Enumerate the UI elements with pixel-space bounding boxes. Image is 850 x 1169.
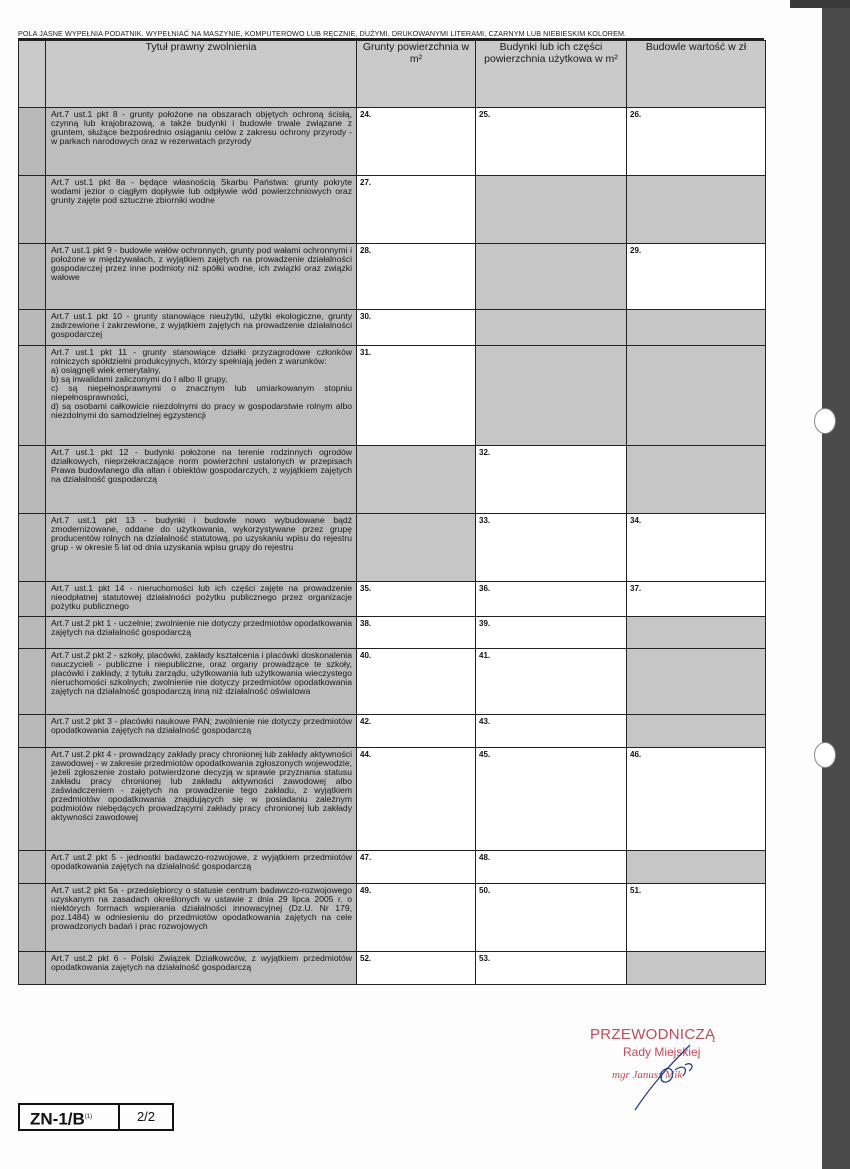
exemption-title: Art.7 ust.2 pkt 2 - szkoły, placówki, zakłady kształcenia i placówki doskonalenia nauczycieli - publiczne i niepubliczne, oraz organy prowadzące te szkoły, placówki i zakłady, z tytułu zarządu, użytkowania lub użytkowania wieczystego nieruchomości szkolnych; zwolnienie nie dotyczy przedmiotów opodatkowania zajętych na działalność gospodarczą inną niż działalność oświatowa (46, 649, 357, 715)
row-stripe (19, 446, 46, 514)
field-grunty[interactable] (357, 582, 476, 617)
field-grunty[interactable] (357, 346, 476, 446)
field-budowle[interactable] (627, 514, 766, 582)
field-grunty[interactable] (357, 310, 476, 346)
field-budynki (476, 244, 627, 310)
field-grunty[interactable] (357, 244, 476, 310)
field-number: 39. (479, 619, 491, 628)
field-budowle (627, 617, 766, 649)
field-number: 45. (479, 750, 491, 759)
field-number: 51. (630, 886, 642, 895)
field-budowle (627, 346, 766, 446)
exemption-title: Art.7 ust.1 pkt 14 - nieruchomości lub ich części zajęte na prowadzenie nieodpłatnej statutowej działalności pożytku publicznego przez organizacje pożytku publicznego (46, 582, 357, 617)
field-grunty (357, 514, 476, 582)
field-grunty[interactable] (357, 851, 476, 884)
header-budowle: Budowle wartość w zł (627, 41, 766, 108)
row-stripe (19, 617, 46, 649)
field-budynki (476, 310, 627, 346)
exemption-title: Art.7 ust.2 pkt 1 - uczelnie; zwolnienie nie dotyczy przedmiotów opodatkowania zajętych na działalność gospodarczą (46, 617, 357, 649)
exemption-title: Art.7 ust.1 pkt 8 - grunty położone na obszarach objętych ochroną ścisłą, czynną lub krajobrazową, a także budynki i budowle trwale związane z gruntem, służące bezpośrednio osiąganiu celów z zakresu ochrony przyrody - w parkach narodowych oraz w rezerwatach przyrody (46, 108, 357, 176)
row-stripe (19, 851, 46, 884)
field-number: 40. (360, 651, 372, 660)
field-number: 37. (630, 584, 642, 593)
stamp-name: mgr Janusz Mik (612, 1069, 683, 1081)
form-code-text: ZN-1/B (30, 1109, 85, 1129)
field-budynki[interactable] (476, 715, 627, 748)
field-budynki[interactable] (476, 617, 627, 649)
field-number: 49. (360, 886, 372, 895)
field-grunty[interactable] (357, 176, 476, 244)
table-row (19, 748, 766, 851)
table-header-row (19, 41, 766, 108)
table-row (19, 346, 766, 446)
field-budowle[interactable] (627, 582, 766, 617)
page-number: 2/2 (136, 1109, 156, 1124)
header-budynki: Budynki lub ich części powierzchnia użytkowa w m² (476, 41, 627, 108)
exemption-title: Art.7 ust.2 pkt 6 - Polski Związek Działkowców, z wyjątkiem przedmiotów opodatkowania zajętych na działalność gospodarczą (46, 952, 357, 985)
row-stripe (19, 108, 46, 176)
row-stripe (19, 952, 46, 985)
exemption-title: Art.7 ust.1 pkt 12 - budynki położone na terenie rodzinnych ogrodów działkowych, nieprzekraczające norm powierzchni ustalonych w przepisach Prawa budowlanego dla altan i obiektów gospodarczych, z wyjątkiem zajętych na działalność gospodarczą (46, 446, 357, 514)
field-budynki (476, 176, 627, 244)
exemption-title: Art.7 ust.2 pkt 5 - jednostki badawczo-rozwojowe, z wyjątkiem przedmiotów opodatkowania zajętych na działalność gospodarczą (46, 851, 357, 884)
row-stripe (19, 582, 46, 617)
field-number: 27. (360, 178, 372, 187)
field-grunty[interactable] (357, 748, 476, 851)
field-budynki[interactable] (476, 952, 627, 985)
field-grunty[interactable] (357, 715, 476, 748)
exemption-title: Art.7 ust.1 pkt 9 - budowle wałów ochronnych, grunty pod wałami ochronnymi i położone w międzywałach, z wyjątkiem zajętych na prowadzenie działalności gospodarczej przez inne podmioty niż spółki wodne, ich związki oraz związki wałowe (46, 244, 357, 310)
field-number: 24. (360, 110, 372, 119)
exemption-title: Art.7 ust.1 pkt 8a - będące własnością Skarbu Państwa: grunty pokryte wodami jezior o ciągłym dopływie lub odpływie wód powierzchniowych oraz grunty zajęte pod sztuczne zbiorniki wodne (46, 176, 357, 244)
field-number: 47. (360, 853, 372, 862)
row-stripe (19, 310, 46, 346)
field-budynki[interactable] (476, 108, 627, 176)
field-number: 50. (479, 886, 491, 895)
table-row (19, 582, 766, 617)
exemption-title: Art.7 ust.2 pkt 3 - placówki naukowe PAN; zwolnienie nie dotyczy przedmiotów opodatkowania zajętych na działalność gospodarczą (46, 715, 357, 748)
field-number: 35. (360, 584, 372, 593)
row-stripe (19, 176, 46, 244)
table-row (19, 617, 766, 649)
field-budynki[interactable] (476, 514, 627, 582)
field-budowle (627, 446, 766, 514)
field-budowle (627, 715, 766, 748)
table-row (19, 715, 766, 748)
field-number: 44. (360, 750, 372, 759)
exemption-table (18, 40, 766, 985)
table-row (19, 176, 766, 244)
exemption-title: Art.7 ust.1 pkt 11 - grunty stanowiące działki przyzagrodowe członków rolniczych spółdzielni produkcyjnych, którzy spełniają jeden z warunków: a) osiągnęli wiek emerytalny, b) są inwalidami zaliczonymi do I albo II grupy, c) są niepełnosprawnymi o znacznym lub umiarkowanym stopniu niepełnosprawności, d) są osobami całkowicie niezdolnymi do pracy w gospodarstwie rolnym albo niezdolnymi do samodzielnej egzystencji (46, 346, 357, 446)
field-number: 42. (360, 717, 372, 726)
field-number: 33. (479, 516, 491, 525)
field-budowle (627, 952, 766, 985)
table-row (19, 244, 766, 310)
field-budowle[interactable] (627, 244, 766, 310)
field-number: 28. (360, 246, 372, 255)
table-row (19, 649, 766, 715)
header-grunty: Grunty powierzchnia w m² (357, 41, 476, 108)
row-stripe (19, 748, 46, 851)
table-row (19, 514, 766, 582)
exemption-title: Art.7 ust.2 pkt 4 - prowadzący zakłady pracy chronionej lub zakłady aktywności zawodowej - w zakresie przedmiotów opodatkowania zgłoszonych wojewodzie, jeżeli zgłoszenie zostało potwierdzone decyzją w sprawie przyznania statusu zakładu pracy chronionej lub zakładu aktywności zawodowej albo zaświadczeniem - zajętych na prowadzenie tego zakładu, z wyjątkiem przedmiotów opodatkowania znajdujących się w posiadaniu zależnym podmiotów niebędących prowadzącymi zakłady pracy chronionej lub zakłady aktywności zawodowej (46, 748, 357, 851)
exemption-title: Art.7 ust.1 pkt 13 - budynki i budowle nowo wybudowane bądź zmodernizowane, oddane do użytkowania, wykorzystywane przez grupę producentów rolnych na działalność statutową, po uzyskaniu wpisu do rejestru grup - w okresie 5 lat od dnia uzyskania wpisu grupy do rejestru (46, 514, 357, 582)
scan-edge-top (790, 0, 850, 8)
stamp-subtitle: Rady Miejskiej (623, 1045, 701, 1059)
row-stripe (19, 649, 46, 715)
field-number: 53. (479, 954, 491, 963)
field-grunty[interactable] (357, 108, 476, 176)
row-stripe (19, 715, 46, 748)
field-grunty (357, 446, 476, 514)
header-blank (19, 41, 46, 108)
field-number: 36. (479, 584, 491, 593)
field-budowle[interactable] (627, 108, 766, 176)
punch-hole (814, 408, 836, 434)
field-budowle (627, 310, 766, 346)
exemption-title: Art.7 ust.2 pkt 5a - przedsiębiorcy o statusie centrum badawczo-rozwojowego uzyskanym na zasadach określonych w ustawie z dnia 29 lipca 2005 r. o niektórych formach wspierania działalności innowacyjnej (Dz.U. Nr 179, poz.1484) w odniesieniu do przedmiotów opodatkowania zajętych na cele prowadzonych badań i prac rozwojowych (46, 884, 357, 952)
table-row (19, 952, 766, 985)
field-number: 34. (630, 516, 642, 525)
header-title: Tytuł prawny zwolnienia (46, 41, 357, 108)
field-number: 43. (479, 717, 491, 726)
field-number: 52. (360, 954, 372, 963)
signature-image (615, 1040, 725, 1115)
row-stripe (19, 244, 46, 310)
field-number: 48. (479, 853, 491, 862)
field-number: 29. (630, 246, 642, 255)
field-budynki[interactable] (476, 649, 627, 715)
field-number: 31. (360, 348, 372, 357)
table-row (19, 310, 766, 346)
form-code-superscript: (1) (84, 1114, 93, 1120)
field-budowle[interactable] (627, 748, 766, 851)
table-row (19, 851, 766, 884)
field-grunty[interactable] (357, 649, 476, 715)
table-row (19, 884, 766, 952)
field-number: 32. (479, 448, 491, 457)
field-grunty[interactable] (357, 884, 476, 952)
stamp-title: PRZEWODNICZĄ (590, 1026, 716, 1043)
field-budynki (476, 346, 627, 446)
field-number: 30. (360, 312, 372, 321)
field-number: 38. (360, 619, 372, 628)
field-budynki[interactable] (476, 851, 627, 884)
field-budowle (627, 176, 766, 244)
field-budynki[interactable] (476, 748, 627, 851)
row-stripe (19, 514, 46, 582)
scan-edge (822, 0, 850, 1169)
row-stripe (19, 884, 46, 952)
table-row (19, 108, 766, 176)
field-budynki[interactable] (476, 446, 627, 514)
field-number: 25. (479, 110, 491, 119)
field-budowle[interactable] (627, 884, 766, 952)
form-instruction: POLA JASNE WYPEŁNIA PODATNIK. WYPEŁNIAĆ NA MASZYNIE, KOMPUTEROWO LUB RĘCZNIE, DUŻYMI, DRUKOWANYMI LITERAMI, CZARNYM LUB NIEBIESKIM KOLOREM. (18, 29, 627, 38)
punch-hole (814, 742, 836, 768)
field-grunty[interactable] (357, 617, 476, 649)
field-number: 26. (630, 110, 642, 119)
field-budynki[interactable] (476, 582, 627, 617)
row-stripe (19, 346, 46, 446)
field-budowle (627, 649, 766, 715)
field-grunty[interactable] (357, 952, 476, 985)
field-number: 41. (479, 651, 491, 660)
table-row (19, 446, 766, 514)
form-code (20, 1105, 120, 1129)
field-budowle (627, 851, 766, 884)
form-code-box (18, 1103, 174, 1131)
field-budynki[interactable] (476, 884, 627, 952)
exemption-title: Art.7 ust.1 pkt 10 - grunty stanowiące nieużytki, użytki ekologiczne, grunty zadrzewione i zakrzewione, z wyjątkiem zajętych na prowadzenie działalności gospodarczej (46, 310, 357, 346)
field-number: 46. (630, 750, 642, 759)
